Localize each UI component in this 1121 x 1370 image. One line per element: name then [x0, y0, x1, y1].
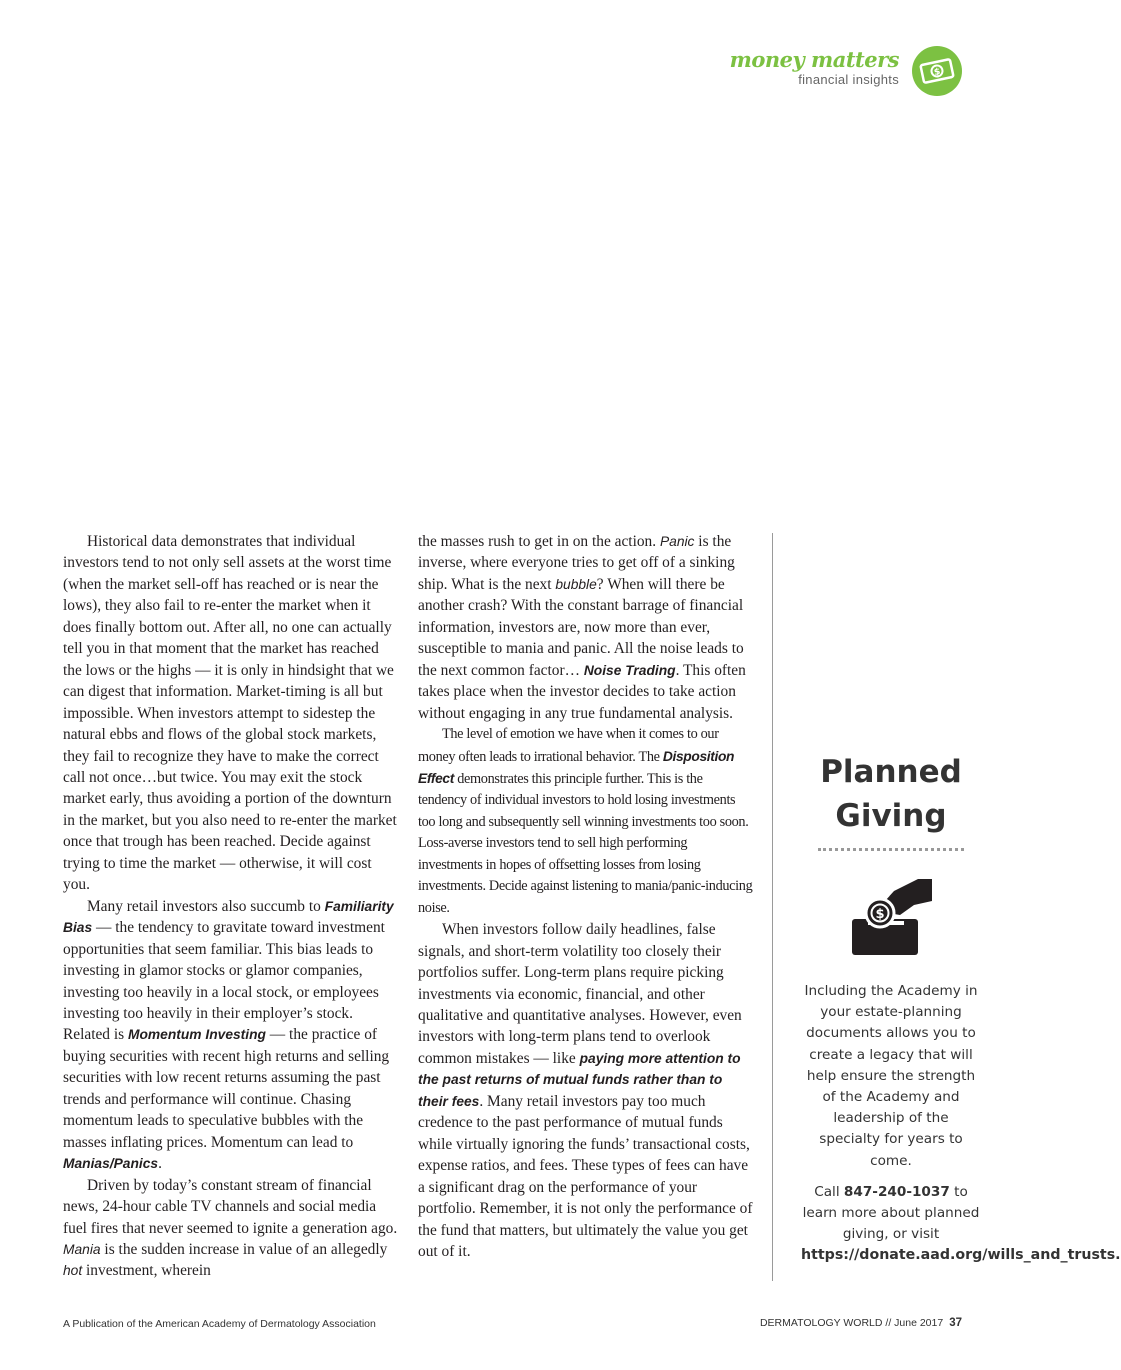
paragraph: Driven by today’s constant stream of financial news, 24-hour cable TV channels and social media fuel fires that never seemed to ignite a generation ago. Mania is the sudden increase in value of an allegedly hot investment, wherein — [63, 1176, 398, 1280]
paragraph: Historical data demonstrates that individual investors tend to not only sell assets at the worst time (when the market sell-off has reached or is near the lows), they also fail to re-enter the market when it does finally bottom out. After all, no one can actually tell you in that moment that the market has reached the lows or the highs — it is only in hindsight that we can digest that information. Market-timing is all but impossible. When investors attempt to sidestep the natural ebbs and flows of the global stock markets, they fail to recognize they have to make the correct call not once…but twice. You may exit the stock market early, thus avoiding a portion of the downturn in the market, but you also need to re-enter the market once that trough has been reached. Decide against trying to time the market — otherwise, it will cost you. — [63, 533, 397, 894]
paragraph: Many retail investors also succumb to Familiarity Bias — the tendency to gravitate toward investment opportunities that seem familiar. This bias leads to investing in glamor stocks or glamor companies, investing too heavily in a local stock, or employees investing too heavily in their employer’s stock. Related is Momentum Investing — the practice of buying securities with recent high returns and selling securities with low recent returns assuming the past trends and performance will continue. Chasing momentum leads to speculative bubbles with the masses inflating prices. Momentum can lead to Manias/Panics. — [63, 897, 394, 1173]
footer-publication: A Publication of the American Academy of Dermatology Association — [63, 1318, 376, 1330]
svg-text:$: $ — [875, 907, 885, 922]
page-number: 37 — [949, 1317, 962, 1329]
article-column-2 — [418, 531, 754, 1262]
footer-issue: DERMATOLOGY WORLD // June 2017 37 — [759, 1317, 962, 1329]
article-column-1 — [63, 531, 399, 1282]
paragraph: When investors follow daily headlines, false signals, and short-term volatility too closely their portfolios suffer. Long-term plans require picking investments via economic, financial, and other qualitative and quantitative analyses. However, even investors with long-term plans tend to overlook common mistakes — like paying more attention to the past returns of mutual funds rather than to their fees. Many retail investors pay too much credence to the past performance of mutual funds while virtually ignoring the funds’ transactional costs, expense ratios, and fees. These types of fees can have a significant drag on the performance of your portfolio. Remember, it is not only the performance of the fund that matters, but ultimately the value you get out of it. — [418, 921, 753, 1260]
donate-link[interactable]: https://donate.aad.org/wills_and_trusts. — [801, 1247, 1121, 1264]
money-bill-icon — [912, 46, 962, 96]
issue-date: June 2017 — [894, 1317, 944, 1329]
column-divider — [772, 533, 773, 1281]
phone-number[interactable]: 847-240-1037 — [843, 1183, 950, 1200]
paragraph: the masses rush to get in on the action. Panic is the inverse, where everyone tries to get off of a sinking ship. What is the next bubble? When will there be another crash? With the constant barrage of financial information, investors are, now more than ever, susceptible to mania and panic. All the noise leads to the next common factor… Noise Trading. This often takes place when the investor decides to take action without engaging in any true fundamental analysis. — [418, 533, 746, 722]
sidebar-title: Planned Giving — [820, 754, 962, 834]
section-subtitle: financial insights — [798, 72, 899, 87]
key-term: paying more attention to the past returns of mutual funds rather than to their fees — [418, 1050, 741, 1109]
paragraph: The level of emotion we have when it comes to our money often leads to irrational behavior. The Disposition Effect demonstrates this principle further. This is the tendency of individual investors to hold losing investments too long and subsequently sell winning investments too soon. Loss-averse investors tend to sell high performing investments in hopes of offsetting losses from losing investments. Decide against listening to mania/panic-inducing noise. — [418, 726, 753, 916]
key-term: Familiarity Bias — [63, 898, 394, 936]
key-term: Noise Trading — [583, 662, 676, 678]
planned-giving-sidebar — [801, 750, 1121, 1267]
sidebar-contact: Call 847-240-1037 to learn more about planned giving, or visit — [802, 1183, 980, 1243]
donation-hand-coin-icon — [846, 871, 936, 961]
key-term: Disposition Effect — [418, 748, 735, 786]
magazine-name: DERMATOLOGY WORLD — [759, 1317, 883, 1329]
section-title: money matters — [729, 47, 899, 72]
sidebar-body — [801, 981, 1121, 1267]
key-term: Manias/Panics — [63, 1156, 159, 1172]
sidebar-description: Including the Academy in your estate-planning documents allows you to create a legacy that will help ensure the strength of the Academy and leadership of the specialty for years to come. — [804, 983, 978, 1169]
dotted-divider — [818, 848, 964, 851]
svg-text:$: $ — [933, 66, 942, 79]
key-term: Momentum Investing — [127, 1027, 266, 1043]
section-header — [730, 48, 899, 88]
